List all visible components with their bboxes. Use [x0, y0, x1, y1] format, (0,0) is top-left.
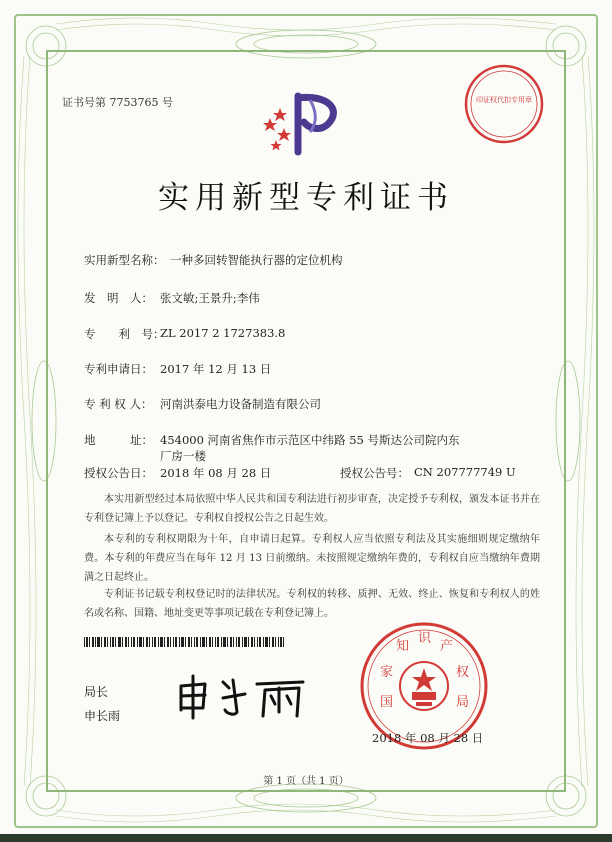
page-number: 第 1 页（共 1 页）: [263, 776, 349, 787]
address-line-2: 厂房一楼: [160, 449, 206, 463]
utility-model-name-label: 实用新型名称：: [84, 253, 165, 267]
director-name: 申长雨: [84, 709, 121, 723]
certificate-number-value: 7753765: [109, 96, 159, 109]
patent-number-label: 专 利 号：: [84, 327, 165, 341]
seal-char-1: 国: [380, 695, 394, 710]
barcode: [84, 637, 284, 647]
inventor-value: 张文敏;王景升;李伟: [160, 291, 260, 305]
certificate-number-suffix: 号: [162, 96, 173, 109]
body-paragraph-2: 本专利的专利权期限为十年，自申请日起算。专利权人应当依照专利法及其实施细则规定缴纳年费。本专利的年费应当在每年 12 月 13 日前缴纳。未按照规定缴纳年费的，专利权自应当缴纳年费期满之日起终止。: [84, 534, 540, 583]
seal-char-6: 权: [456, 665, 470, 680]
handwritten-signature: [175, 672, 310, 720]
filing-date-value: 2017 年 12 月 13 日: [160, 362, 272, 376]
grant-date-label: 授权公告日：: [84, 466, 153, 480]
body-paragraph-1: 本实用新型经过本局依照中华人民共和国专利法进行初步审查，决定授予专利权，颁发本证书并在专利登记簿上予以登记。专利权自授权公告之日起生效。: [84, 494, 540, 524]
utility-model-name-value: 一种多回转智能执行器的定位机构: [170, 253, 343, 267]
filing-date-label: 专利申请日：: [84, 362, 153, 376]
patent-number-value: ZL 2017 2 1727383.8: [160, 326, 286, 340]
registration-seal-text: 印证权代扣专用章: [476, 96, 532, 104]
seal-char-3: 知: [396, 639, 410, 654]
certificate-title: 实用新型专利证书: [158, 180, 454, 216]
patentee-label: 专 利 权 人：: [84, 397, 153, 411]
seal-char-4: 识: [418, 631, 432, 646]
patentee-value: 河南洪泰电力设备制造有限公司: [160, 397, 321, 411]
seal-char-7: 局: [456, 695, 470, 710]
address-line-1: 454000 河南省焦作市示范区中纬路 55 号斯达公司院内东: [160, 433, 460, 447]
grant-date-value: 2018 年 08 月 28 日: [160, 466, 272, 480]
certificate-number-label: 证书号第: [62, 96, 106, 109]
address-label: 地 址：: [84, 433, 153, 447]
seal-char-2: 家: [380, 665, 394, 680]
director-title: 局长: [84, 685, 109, 699]
certificate-number: [62, 94, 173, 110]
cnipa-logo: [258, 88, 350, 158]
seal-char-5: 产: [440, 639, 454, 654]
seal-date: 2018 年 08 月 28 日: [372, 731, 484, 745]
grant-number-label: 授权公告号：: [340, 466, 409, 480]
grant-number-value: CN 207777749 U: [414, 465, 516, 479]
body-paragraph-3: 专利证书记载专利权登记时的法律状况。专利权的转移、质押、无效、终止、恢复和专利权人的姓名或名称、国籍、地址变更等事项记载在专利登记簿上。: [84, 589, 540, 619]
scan-edge-strip: [0, 834, 612, 842]
inventor-label: 发 明 人：: [84, 291, 153, 305]
